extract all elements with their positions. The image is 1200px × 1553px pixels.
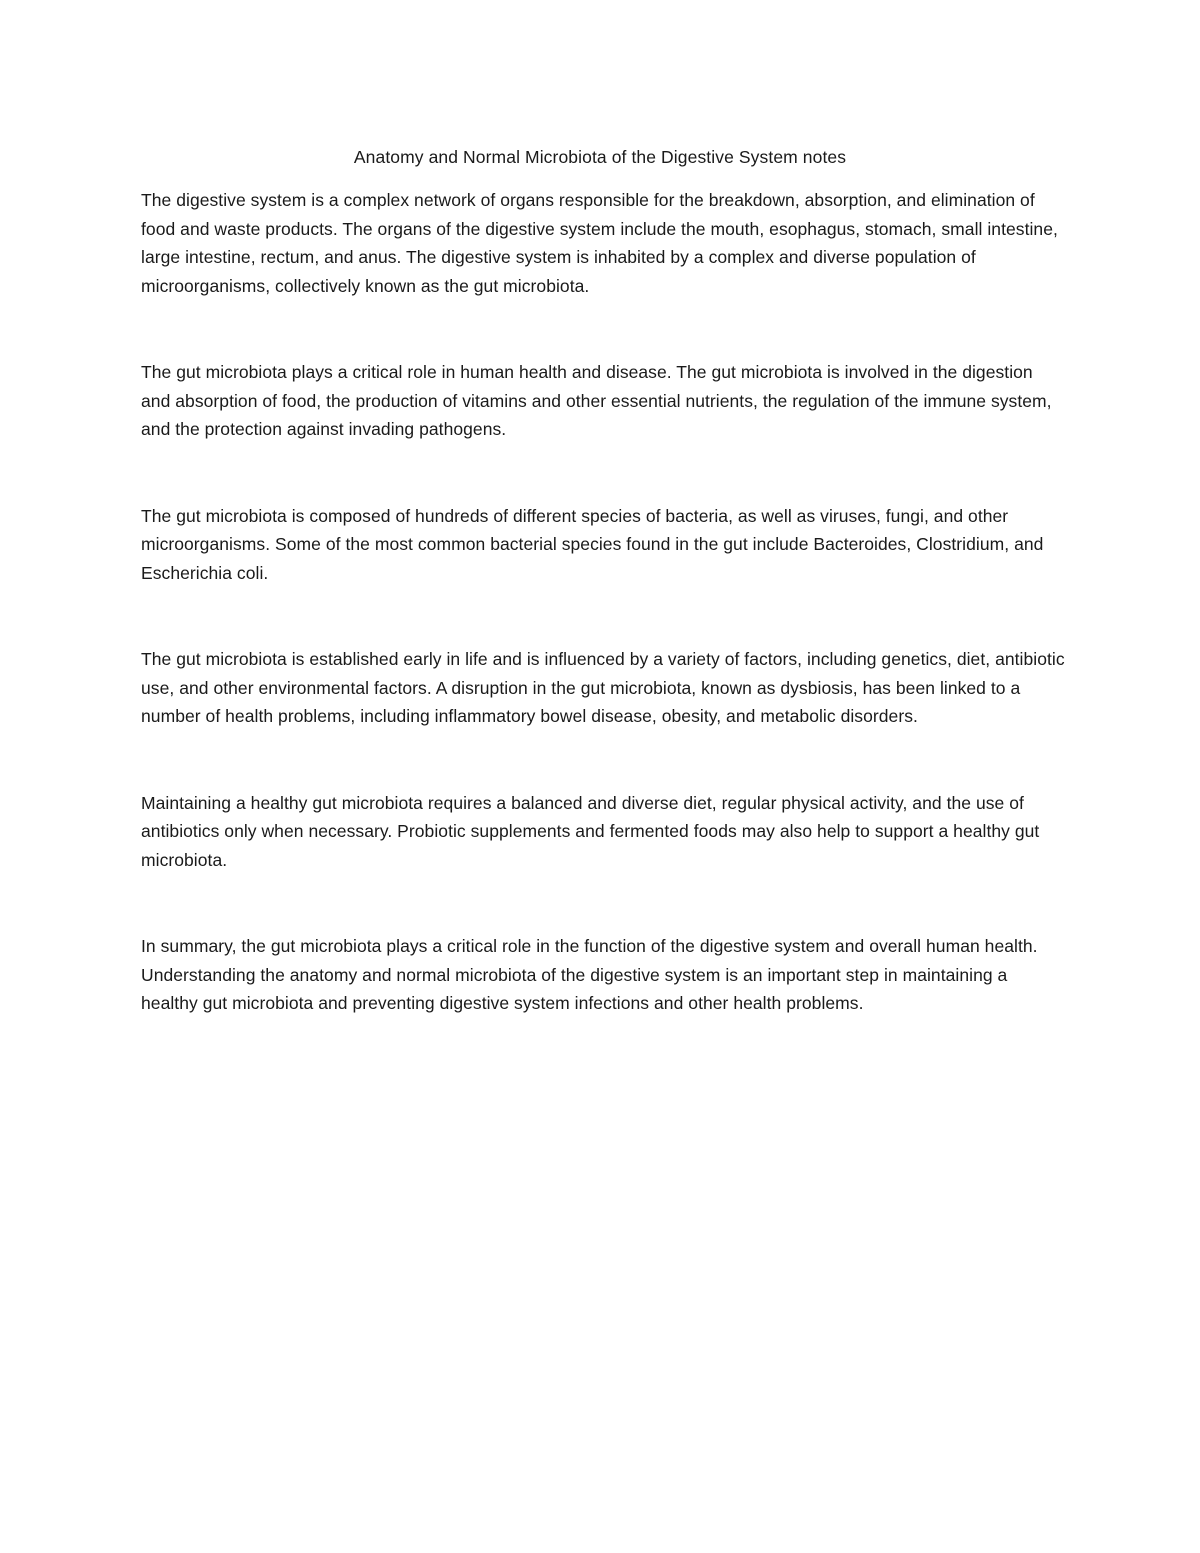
paragraph-composition: The gut microbiota is composed of hundreds of different species of bacteria, as well as viruses, fungi, and other microorganisms. Some of the most common bacterial species found in the gut include Bacteroides, Clostridium, and Escherichia coli. xyxy=(141,505,1044,583)
paragraph-role-in-health: The gut microbiota plays a critical role in human health and disease. The gut microbiota is involved in the digestion and absorption of food, the production of vitamins and other essential nutrients, the regulation of the immune system, and the protection against invading pathogens. xyxy=(141,362,1052,439)
paragraph-maintenance: Maintaining a healthy gut microbiota requires a balanced and diverse diet, regular physical activity, and the use of antibiotics only when necessary. Probiotic supplements and fermented foods may also help to support a healthy gut microbiota. xyxy=(141,792,1040,870)
document-body xyxy=(141,186,1066,1076)
paragraph-intro: The digestive system is a complex network of organs responsible for the breakdown, absorption, and elimination of food and waste products. The organs of the digestive system include the mouth, esophagus, stomach, small intestine, large intestine, rectum, and anus. The digestive system is inhabited by a complex and diverse population of microorganisms, collectively known as the gut microbiota. xyxy=(141,190,1058,296)
document-title: Anatomy and Normal Microbiota of the Digestive System notes xyxy=(353,147,847,167)
paragraph-establishment: The gut microbiota is established early in life and is influenced by a variety of factors, including genetics, diet, antibiotic use, and other environmental factors. A disruption in the gut microbiota, known as dysbiosis, has been linked to a number of health problems, including inflammatory bowel disease, obesity, and metabolic disorders. xyxy=(141,649,1065,726)
paragraph-summary: In summary, the gut microbiota plays a critical role in the function of the digestive system and overall human health. Understanding the anatomy and normal microbiota of the digestive system is an important step in maintaining a healthy gut microbiota and preventing digestive system infections and other health problems. xyxy=(141,936,1038,1013)
